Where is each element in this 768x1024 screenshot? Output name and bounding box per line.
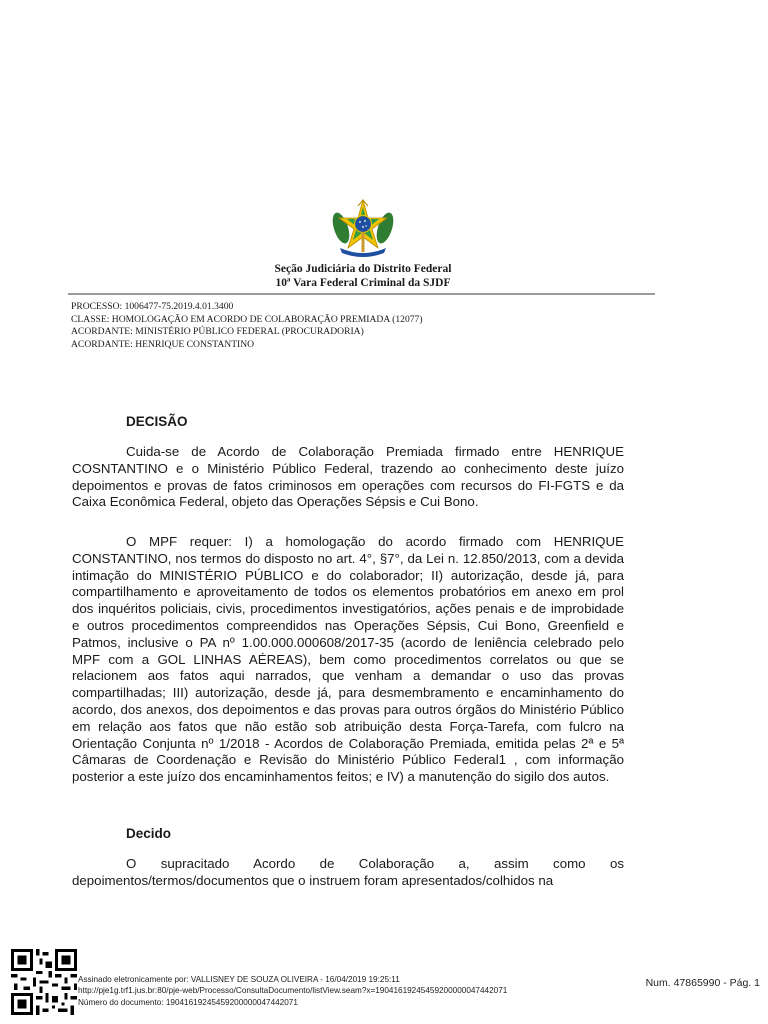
case-processo: PROCESSO: 1006477-75.2019.4.01.3400 xyxy=(71,301,234,312)
court-vara: 10ª Vara Federal Criminal da SJDF xyxy=(275,277,451,289)
page-reference: Num. 47865990 - Pág. 1 xyxy=(645,977,760,989)
paragraph-3: O supracitado Acordo de Colaboração a, assim como os depoimentos/termos/documentos que o instruem foram apresentados/colhidos na xyxy=(72,856,624,888)
case-classe: CLASSE: HOMOLOGAÇÃO EM ACORDO DE COLABORAÇÃO PREMIADA (12077) xyxy=(71,313,423,325)
court-header xyxy=(200,262,526,290)
case-acordante-mpf: ACORDANTE: MINISTÉRIO PÚBLICO FEDERAL (PROCURADORIA) xyxy=(71,326,364,338)
paragraph-2: O MPF requer: I) a homologação do acordo firmado com HENRIQUE CONSTANTINO, nos termos do disposto no art. 4°, §7°, da Lei n. 12.850/2013, com a devida intimação do MINISTÉRIO PÚBLICO e do colaborador; II) autorização, desde já, para compartilhamento e aproveitamento de todos os elementos probatórios em anexo em prol dos inquéritos policiais, civis, procedimentos investigatórios, ações penais e de improbidade e outros procedimentos compreendidos nas Operações Sépsis, Cui Bono, Greenfield e Patmos, inclusive o PA nº 1.00.000.000608/2017-35 (acordo de leniência celebrado pelo MPF com a GOL LINHAS AÉREAS), bem como procedimentos correlatos ou que se relacionem aos fatos aqui narrados, que venham a demandar o uso das provas compartilhadas; III) autorização, desde já, para desmembramento e encaminhamento do acordo, dos anexos, dos depoimentos e das provas para outros órgãos do Ministério Público em relação aos fatos que não estão sob atribuição desta Força-Tarefa, com fulcro na Orientação Conjunta nº 1/2018 - Acordos de Colaboração Premiada, emitida pelas 2ª e 5ª Câmaras de Coordenação e Revisão do Ministério Público Federal1 , com informação posterior a este juízo dos encaminhamentos feitos; e IV) a manutenção do sigilo dos autos. xyxy=(72,534,624,785)
case-acordante-henrique: ACORDANTE: HENRIQUE CONSTANTINO xyxy=(71,339,255,351)
decisao-heading: DECISÃO xyxy=(126,414,188,429)
case-metadata xyxy=(71,301,423,352)
brazil-coat-of-arms-icon xyxy=(332,198,394,258)
paragraph-1: Cuida-se de Acordo de Colaboração Premiada firmado entre HENRIQUE COSNTANTINO e o Ministério Público Federal, trazendo ao conhecimento deste juízo depoimentos e provas de fatos criminosos em operações com recursos do FI-FGTS e da Caixa Econômica Federal, objeto das Operações Sépsis e Cui Bono. xyxy=(72,444,624,510)
qr-code-icon xyxy=(11,949,77,1015)
document-number: Número do documento: 19041619245459200000047442071 xyxy=(78,997,298,1007)
signature-info xyxy=(78,974,507,1008)
header-divider xyxy=(68,293,655,295)
court-section: Seção Judiciária do Distrito Federal xyxy=(274,263,452,275)
document-url[interactable]: http://pje1g.trf1.jus.br:80/pje-web/Processo/ConsultaDocumento/listView.seam?x=19041619245459200000047442071 xyxy=(78,986,508,996)
decido-heading: Decido xyxy=(126,826,172,841)
signed-by: Assinado eletronicamente por: VALLISNEY DE SOUZA OLIVEIRA - 16/04/2019 19:25:11 xyxy=(78,975,400,984)
